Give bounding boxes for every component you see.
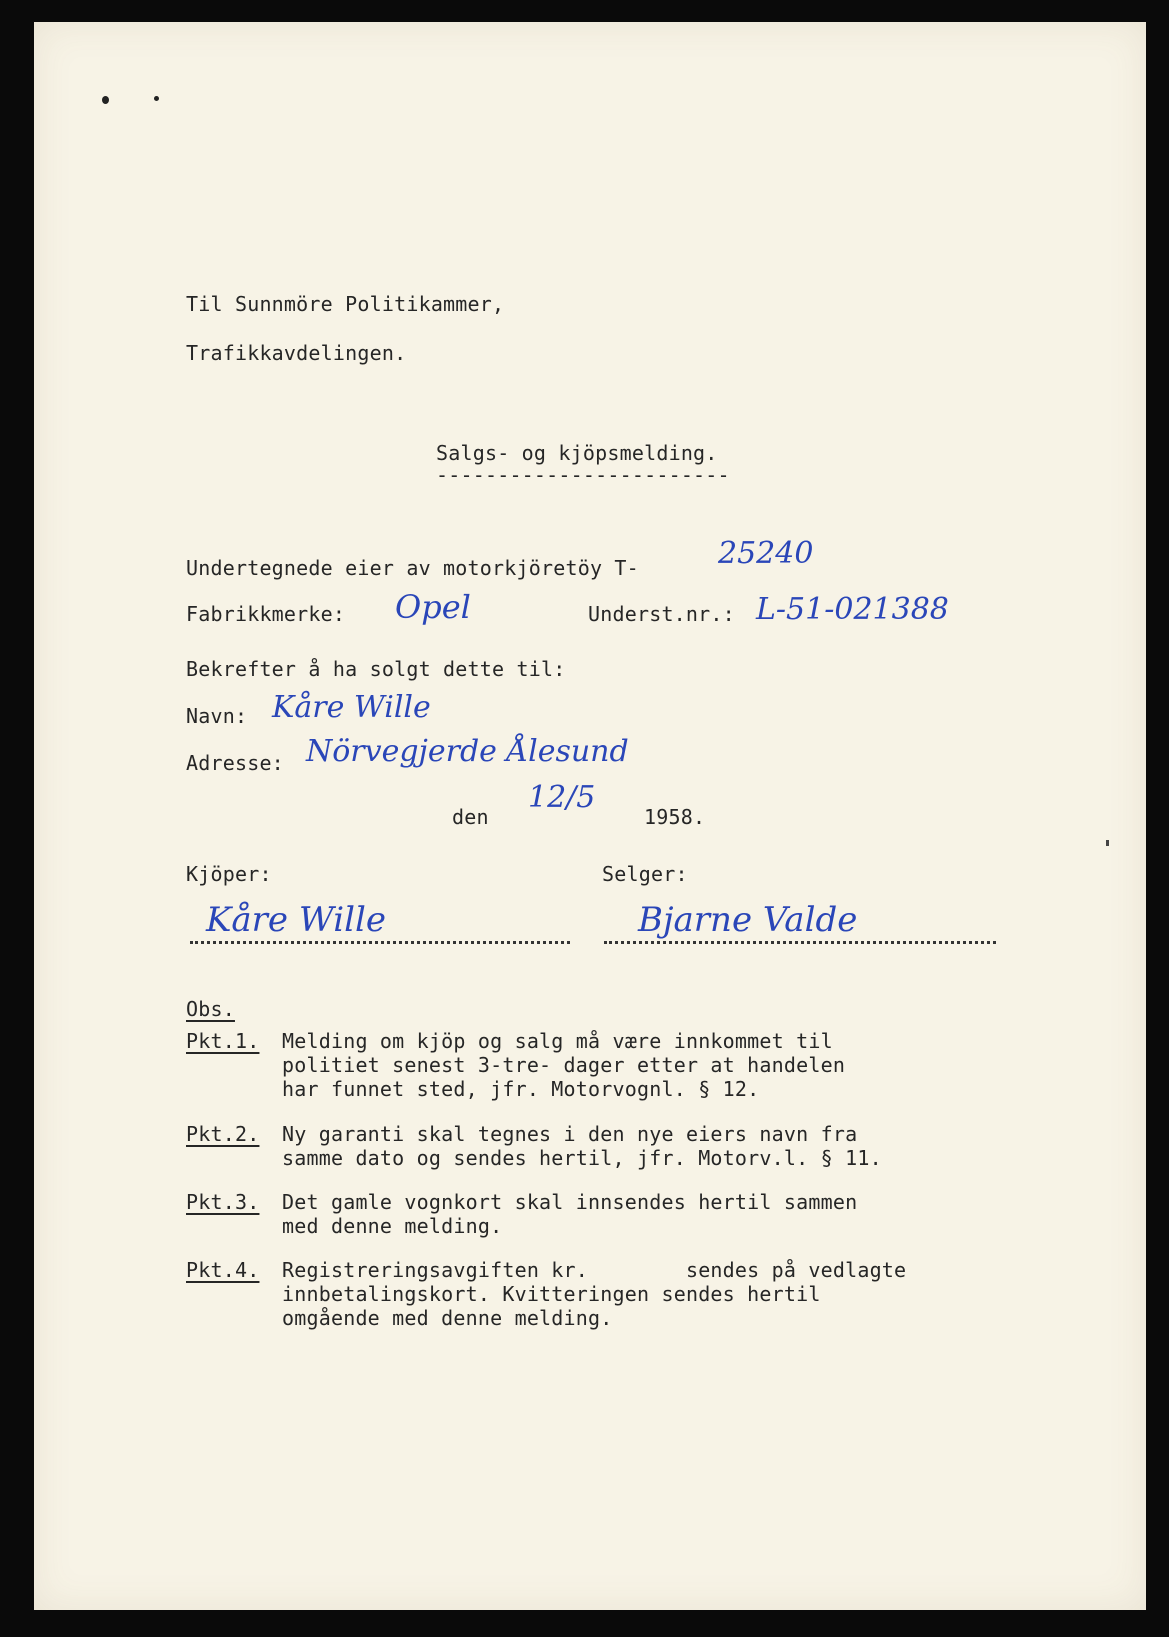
ink-speck bbox=[1106, 840, 1109, 846]
title-rule: ------------------------ bbox=[436, 463, 730, 487]
seller-signature: Bjarne Valde bbox=[638, 900, 858, 940]
note-4-line-1: Registreringsavgiften kr. sendes på vedlagte bbox=[282, 1258, 907, 1282]
note-label-1: Pkt.1. bbox=[186, 1029, 260, 1053]
owner-label: Undertegnede eier av motorkjöretöy T- bbox=[186, 556, 639, 580]
make-label: Fabrikkmerke: bbox=[186, 602, 346, 626]
recipient-line-2: Trafikkavdelingen. bbox=[186, 341, 407, 365]
address-label: Adresse: bbox=[186, 751, 284, 775]
note-label-2: Pkt.2. bbox=[186, 1122, 260, 1146]
note-4-line-3: omgående med denne melding. bbox=[282, 1306, 613, 1330]
note-2-line-1: Ny garanti skal tegnes i den nye eiers navn fra bbox=[282, 1122, 858, 1146]
document-title: Salgs- og kjöpsmelding. bbox=[436, 441, 718, 465]
document-page bbox=[34, 22, 1146, 1610]
buyer-address: Nörvegjerde Ålesund bbox=[306, 734, 629, 769]
note-2-line-2: samme dato og sendes hertil, jfr. Motorv.l. § 11. bbox=[282, 1146, 882, 1170]
date-value: 12/5 bbox=[528, 780, 596, 815]
note-4-line-2: innbetalingskort. Kvitteringen sendes hertil bbox=[282, 1282, 821, 1306]
make-value: Opel bbox=[395, 588, 471, 626]
note-label-4: Pkt.4. bbox=[186, 1258, 260, 1282]
confirm-text: Bekrefter å ha solgt dette til: bbox=[186, 657, 566, 681]
buyer-label: Kjöper: bbox=[186, 862, 272, 886]
note-label-3: Pkt.3. bbox=[186, 1190, 260, 1214]
note-3-line-2: med denne melding. bbox=[282, 1214, 503, 1238]
recipient-line-1: Til Sunnmöre Politikammer, bbox=[186, 292, 505, 316]
date-prefix: den bbox=[452, 805, 489, 829]
note-1-line-1: Melding om kjöp og salg må være innkommet til bbox=[282, 1029, 833, 1053]
note-1-line-2: politiet senest 3-tre- dager etter at handelen bbox=[282, 1053, 846, 1077]
chassis-label: Underst.nr.: bbox=[588, 602, 735, 626]
registration-number: 25240 bbox=[718, 536, 814, 571]
name-label: Navn: bbox=[186, 704, 248, 728]
note-1-line-3: har funnet sted, jfr. Motorvognl. § 12. bbox=[282, 1077, 760, 1101]
seller-label: Selger: bbox=[602, 862, 688, 886]
date-year: 1958. bbox=[644, 805, 706, 829]
notes-heading: Obs. bbox=[186, 997, 235, 1021]
buyer-name: Kåre Wille bbox=[272, 690, 431, 725]
seller-signature-line bbox=[604, 941, 996, 944]
buyer-signature-line bbox=[190, 941, 570, 944]
buyer-signature: Kåre Wille bbox=[206, 900, 386, 940]
ink-speck bbox=[154, 96, 159, 101]
ink-speck bbox=[102, 96, 109, 104]
chassis-value: L-51-021388 bbox=[756, 592, 949, 627]
note-3-line-1: Det gamle vognkort skal innsendes hertil sammen bbox=[282, 1190, 858, 1214]
